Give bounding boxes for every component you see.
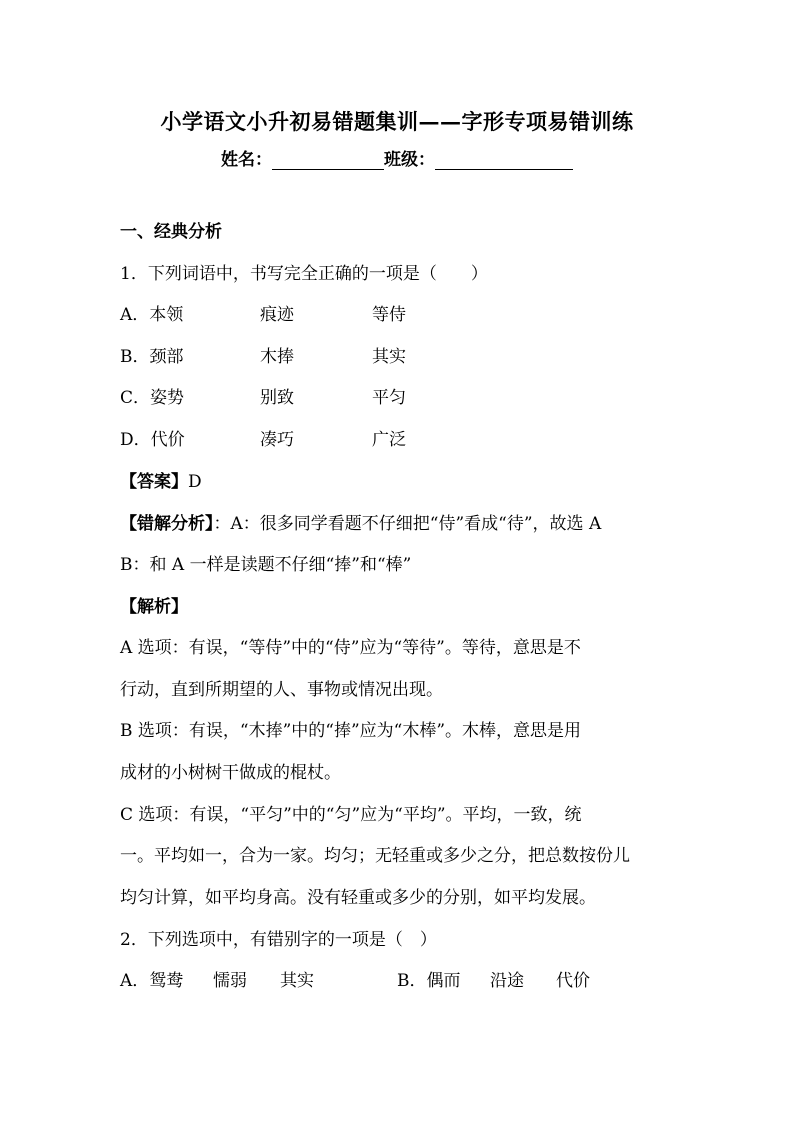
analysis-line: C 选项：有误，“平匀”中的“匀”应为“平均”。平均，一致，统	[120, 805, 582, 825]
error-analysis-tag: 【错解分析】	[120, 514, 214, 534]
answer-value: D	[188, 472, 202, 492]
analysis-tag: 【解析】	[120, 597, 188, 617]
q2-option-b-label: B．偶而	[397, 971, 461, 991]
question-2-stem: 2．下列选项中，有错别字的一项是（ ）	[120, 930, 437, 950]
class-label: 班级：	[384, 150, 435, 170]
analysis-line: A 选项：有误，“等侍”中的“侍”应为“等待”。等待，意思是不	[120, 638, 581, 658]
analysis-line: 一。平均如一，合为一家。均匀；无轻重或多少之分，把总数按份儿	[120, 846, 630, 866]
error-analysis-line-2: B：和 A 一样是读题不仔细“捧”和“棒”	[120, 555, 412, 575]
analysis-line: B 选项：有误，“木捧”中的“捧”应为“木棒”。木棒，意思是用	[120, 721, 582, 741]
option-word: 等侍	[372, 305, 406, 325]
name-label: 姓名：	[221, 150, 272, 170]
error-analysis-text: ：A：很多同学看题不仔细把“侍”看成“待”，故选 A	[213, 514, 602, 534]
option-label: B．颈部	[120, 347, 184, 367]
option-label: C．姿势	[120, 388, 185, 408]
answer-tag: 【答案】	[120, 472, 188, 492]
option-word: 平匀	[372, 388, 406, 408]
analysis-line: 均匀计算，如平均身高。没有轻重或多少的分别，如平均发展。	[120, 888, 596, 908]
option-label: D．代价	[120, 430, 185, 450]
option-word: 代价	[556, 971, 590, 991]
option-word: 痕迹	[260, 305, 294, 325]
error-analysis-line-1	[120, 513, 601, 535]
analysis-line: 行动，直到所期望的人、事物或情况出现。	[120, 680, 443, 700]
option-label: A．本领	[120, 305, 184, 325]
question-1-stem: 1．下列词语中，书写完全正确的一项是（ ）	[120, 264, 488, 284]
option-word: 凑巧	[260, 430, 294, 450]
option-word: 其实	[280, 971, 314, 991]
section-heading: 一、经典分析	[120, 222, 222, 242]
name-blank[interactable]	[272, 149, 384, 170]
option-word: 别致	[260, 388, 294, 408]
option-word: 沿途	[490, 971, 524, 991]
option-word: 广泛	[372, 430, 406, 450]
name-class-bar	[0, 145, 794, 170]
option-word: 懦弱	[213, 971, 247, 991]
option-word: 木捧	[260, 347, 294, 367]
answer-line	[120, 471, 202, 493]
q2-option-a-label: A．鸳鸯	[120, 971, 184, 991]
class-blank[interactable]	[435, 149, 573, 170]
option-word: 其实	[372, 347, 406, 367]
analysis-line: 成材的小树树干做成的棍杖。	[120, 763, 341, 783]
document-title: 小学语文小升初易错题集训——字形专项易错训练	[160, 109, 634, 134]
